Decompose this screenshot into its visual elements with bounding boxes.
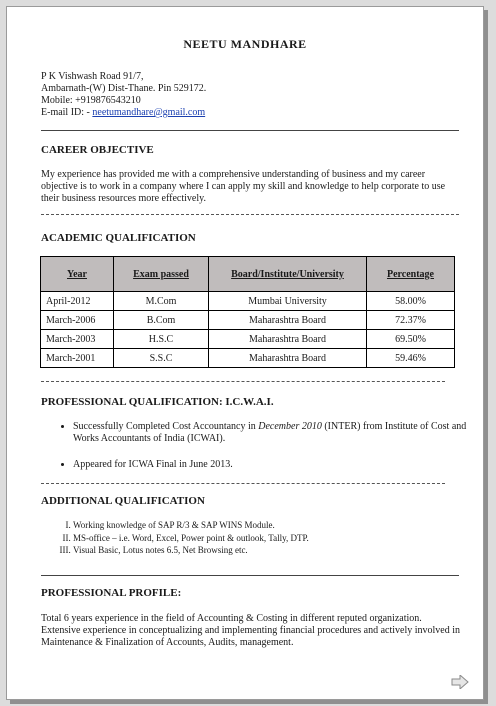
list-item xyxy=(73,421,485,445)
email-link[interactable]: neetumandhare@gmail.com xyxy=(92,107,206,118)
col-header-board: Board/Institute/University xyxy=(209,257,367,292)
academic-heading: ACADEMIC QUALIFICATION xyxy=(41,232,196,244)
candidate-name: NEETU MANDHARE xyxy=(183,37,307,51)
career-objective-heading: CAREER OBJECTIVE xyxy=(41,144,154,156)
divider xyxy=(41,130,459,131)
cell-board: Maharashtra Board xyxy=(209,349,367,368)
cell-year: March-2003 xyxy=(41,330,114,349)
email-row xyxy=(41,107,206,119)
arrow-right-icon[interactable] xyxy=(451,675,469,689)
additional-qualification-heading: ADDITIONAL QUALIFICATION xyxy=(41,495,205,507)
mobile-number: Mobile: +919876543210 xyxy=(41,95,141,106)
divider xyxy=(41,381,445,382)
list-item: • Appeared for ICWA Final in June 2013. xyxy=(73,459,485,471)
cell-exam: B.Com xyxy=(114,311,209,330)
cell-percentage: 58.00% xyxy=(367,292,455,311)
contact-block xyxy=(41,71,206,119)
academic-table xyxy=(40,256,455,368)
divider xyxy=(41,214,459,215)
cell-percentage: 69.50% xyxy=(367,330,455,349)
list-item: III. Visual Basic, Lotus notes 6.5, Net Browsing etc. xyxy=(73,544,473,557)
cell-percentage: 59.46% xyxy=(367,349,455,368)
cell-board: Mumbai University xyxy=(209,292,367,311)
cell-board: Maharashtra Board xyxy=(209,311,367,330)
cell-year: April-2012 xyxy=(41,292,114,311)
professional-qualification-heading: PROFESSIONAL QUALIFICATION: I.C.W.A.I. xyxy=(41,396,274,408)
table-row xyxy=(41,292,455,311)
cell-year: March-2006 xyxy=(41,311,114,330)
cell-board: Maharashtra Board xyxy=(209,330,367,349)
cell-year: March-2001 xyxy=(41,349,114,368)
list-item: II. MS-office – i.e. Word, Excel, Power point & outlook, Tally, DTP. xyxy=(73,532,473,545)
career-objective-text: My experience has provided me with a comprehensive understanding of business and my career objective is to work in a company where I can apply my skill and knowledge to help corporate to use their business resources more effectively. xyxy=(41,169,446,204)
pq-date: December 2010 xyxy=(258,421,322,432)
col-header-percentage: Percentage xyxy=(367,257,455,292)
list-item: I. Working knowledge of SAP R/3 & SAP WINS Module. xyxy=(73,519,473,532)
col-header-exam: Exam passed xyxy=(114,257,209,292)
professional-profile-text: Total 6 years experience in the field of Accounting & Costing in different reputed organization. Extensive experience in conceptualizing and implementing financial procedures and actively involved in Maintenance & Finalization of Accounts, Audits, management. xyxy=(41,613,461,648)
table-row xyxy=(41,311,455,330)
table-row xyxy=(41,330,455,349)
professional-qualification-list xyxy=(51,421,485,485)
cell-exam: H.S.C xyxy=(114,330,209,349)
address-line-2: Ambarnath-(W) Dist-Thane. Pin 529172. xyxy=(41,83,207,94)
table-header-row xyxy=(41,257,455,292)
address-line-1: P K Vishwash Road 91/7, xyxy=(41,71,144,82)
divider xyxy=(41,575,459,576)
cell-percentage: 72.37% xyxy=(367,311,455,330)
resume-page xyxy=(6,6,484,700)
pq-text-a: Successfully Completed Cost Accountancy in xyxy=(73,421,259,432)
professional-profile-heading: PROFESSIONAL PROFILE: xyxy=(41,587,182,599)
cell-exam: M.Com xyxy=(114,292,209,311)
additional-qualification-list xyxy=(51,519,473,557)
cell-exam: S.S.C xyxy=(114,349,209,368)
col-header-year: Year xyxy=(41,257,114,292)
email-label: E-mail ID: - xyxy=(41,107,93,118)
table-row xyxy=(41,349,455,368)
divider xyxy=(41,483,445,484)
pq-text-b: (INTER) from Institute of Cost and Works Accountants of India (ICWAI). xyxy=(73,421,467,444)
